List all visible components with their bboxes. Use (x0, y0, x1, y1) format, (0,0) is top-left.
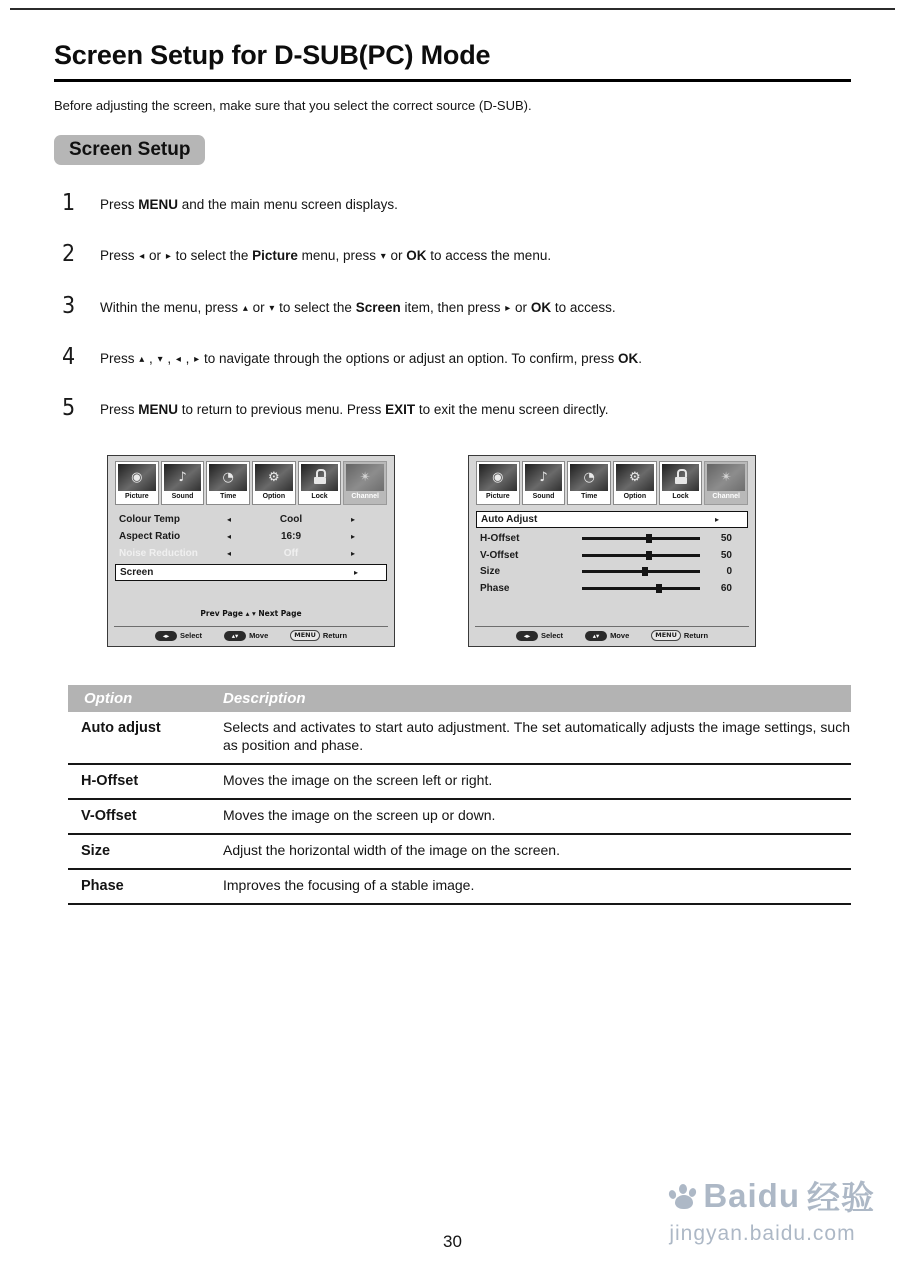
osd-hint-return (290, 630, 347, 641)
right-arrow-icon: ▸ (714, 515, 719, 525)
osd-hint-return (651, 630, 708, 641)
menu-item-label: Screen (120, 567, 154, 579)
osd-tab-label: Sound (532, 493, 555, 501)
camera-icon: ◉ (118, 464, 156, 491)
speaker-icon: ♪ (525, 464, 563, 491)
slider-value: 50 (720, 549, 732, 561)
menu-item-label: Noise Reduction (119, 548, 198, 560)
watermark-brand: Baidu (703, 1176, 800, 1214)
osd-tab-lock (298, 461, 342, 505)
lock-icon (662, 464, 700, 491)
arrow-key-icon: ▸ (505, 302, 511, 314)
slider-track (582, 554, 700, 557)
arrow-key-icon: ▸ (194, 353, 200, 365)
osd-tab-label: Channel (712, 493, 740, 501)
osd-menu-item-auto-adjust (476, 511, 748, 528)
osd-tab-channel (704, 461, 748, 505)
step-keyword: OK (617, 350, 639, 366)
arrow-buttons-icon: ▴▾ (585, 631, 607, 641)
slider-label: Size (480, 566, 501, 578)
option-cell: V-Offset (81, 808, 137, 825)
step-item (54, 242, 851, 267)
satellite-dish-icon: ✴ (346, 464, 384, 491)
osd-left-tabs (115, 461, 387, 505)
step-text-segment: Press (100, 248, 139, 264)
arrow-buttons-icon: ◂▸ (155, 631, 177, 641)
osd-hint-move (224, 630, 268, 641)
osd-tab-sound (161, 461, 205, 505)
step-text-segment: to access the menu. (426, 248, 552, 264)
step-instruction (100, 191, 398, 214)
baidu-paw-icon (669, 1181, 699, 1211)
osd-hint-select (516, 630, 563, 641)
slider-track (582, 537, 700, 540)
slider-value: 60 (720, 582, 732, 594)
menu-item-value: 16:9 (280, 531, 301, 543)
slider-thumb (642, 567, 648, 576)
step-text-segment: to access. (551, 299, 616, 315)
arrow-key-icon: ◂ (175, 353, 181, 365)
step-instruction (100, 294, 616, 317)
step-keyword: OK (406, 248, 427, 264)
slider-thumb (656, 584, 662, 593)
osd-slider-h-offset (476, 530, 748, 547)
osd-tab-picture (476, 461, 520, 505)
osd-picture-menu-screenshot (107, 455, 395, 647)
osd-hint-select (155, 630, 202, 641)
right-arrow-icon: ▸ (350, 549, 355, 559)
step-number: 4 (62, 343, 76, 370)
steps-list (54, 191, 851, 421)
description-cell: Moves the image on the screen up or down. (223, 807, 496, 824)
osd-hint-move (585, 630, 629, 641)
osd-menu-item-noise-reduction (115, 545, 387, 562)
table-header-description: Description (223, 690, 306, 708)
osd-tab-label: Time (581, 493, 598, 501)
watermark-brand-line (669, 1172, 875, 1219)
option-cell: Size (81, 843, 111, 860)
osd-screen-menu-screenshot (468, 455, 756, 647)
arrow-key-icon: ▾ (269, 302, 275, 314)
step-keyword: OK (530, 299, 552, 315)
watermark-url: jingyan.baidu.com (669, 1222, 856, 1245)
gear-icon: ⚙ (616, 464, 654, 491)
osd-page-hint: Prev Page ▴ ▾ Next Page (200, 609, 302, 619)
step-text-segment: Press (100, 350, 139, 366)
lock-glyph (314, 474, 326, 484)
step-instruction (100, 242, 551, 265)
table-body (68, 712, 851, 904)
osd-hint-label: Move (610, 631, 630, 641)
osd-hint-label: Return (683, 631, 709, 641)
osd-tab-time (206, 461, 250, 505)
step-text-segment: to return to previous menu. Press (178, 402, 386, 418)
description-cell: Adjust the horizontal width of the image on the screen. (223, 842, 560, 859)
step-keyword: EXIT (385, 402, 416, 418)
arrow-key-icon: ▴ (242, 302, 248, 314)
osd-menu-item-colour-temp (115, 511, 387, 528)
right-arrow-icon: ▸ (350, 515, 355, 525)
step-item (54, 396, 851, 421)
table-header-option: Option (84, 690, 133, 708)
menu-item-value: Off (283, 548, 299, 560)
osd-right-tabs (476, 461, 748, 505)
page-top-border (10, 8, 895, 10)
section-heading: Screen Setup (54, 135, 205, 165)
step-item (54, 191, 851, 216)
table-row-v-offset (68, 800, 851, 835)
osd-tab-option (613, 461, 657, 505)
osd-tab-label: Lock (311, 493, 328, 501)
step-text-segment: item, then press (400, 299, 505, 315)
step-text-segment: . (638, 350, 642, 366)
page-title: Screen Setup for D-SUB(PC) Mode (54, 40, 491, 70)
step-text-segment: or (386, 248, 407, 264)
left-arrow-icon: ◂ (226, 532, 231, 542)
left-arrow-icon: ◂ (226, 515, 231, 525)
arrow-key-icon: ▾ (380, 251, 386, 263)
clock-icon: ◔ (209, 464, 247, 491)
step-text-segment: Within the menu, press (100, 299, 242, 315)
slider-thumb (646, 551, 652, 560)
menu-item-label: Auto Adjust (481, 514, 538, 526)
osd-tab-picture (115, 461, 159, 505)
intro-text: Before adjusting the screen, make sure that you select the correct source (D-SUB). (54, 98, 532, 113)
camera-icon: ◉ (479, 464, 517, 491)
osd-tab-label: Option (262, 493, 286, 501)
step-text-segment: Press (100, 197, 139, 212)
arrow-key-icon: ▸ (165, 251, 171, 263)
clock-icon: ◔ (570, 464, 608, 491)
speaker-icon: ♪ (164, 464, 202, 491)
slider-track (582, 587, 700, 590)
osd-slider-size (476, 563, 748, 580)
menu-button-icon: MENU (290, 630, 320, 641)
step-number: 2 (62, 241, 76, 268)
step-item (54, 345, 851, 370)
table-row-size (68, 835, 851, 870)
osd-menu-item-screen (115, 564, 387, 581)
slider-label: V-Offset (480, 549, 519, 561)
osd-menu-item-aspect-ratio (115, 528, 387, 545)
table-row-auto-adjust (68, 712, 851, 765)
osd-tab-label: Time (220, 493, 237, 501)
osd-tab-sound (522, 461, 566, 505)
osd-tab-label: Option (623, 493, 647, 501)
step-text-segment: , (163, 350, 175, 366)
osd-tab-lock (659, 461, 703, 505)
description-cell: Selects and activates to start auto adjustment. The set automatically adjusts the image settings, such as position and phase. (223, 719, 850, 754)
satellite-dish-icon: ✴ (707, 464, 745, 491)
menu-item-label: Aspect Ratio (119, 531, 181, 543)
right-arrow-icon: ▸ (350, 532, 355, 542)
osd-hint-label: Return (322, 631, 348, 641)
osd-hint-label: Select (540, 631, 564, 641)
step-text-segment: to exit the menu screen directly. (415, 402, 609, 418)
step-text-segment: to navigate through the options or adjust an option. To confirm, press (200, 350, 618, 366)
table-header-row (68, 685, 851, 712)
osd-left-footer (114, 626, 388, 641)
step-text-segment: or (145, 248, 165, 264)
step-text-segment: to select the (275, 299, 356, 315)
step-text-segment: , (145, 350, 157, 366)
option-cell: Auto adjust (81, 720, 161, 737)
osd-tab-label: Lock (672, 493, 689, 501)
step-text-segment: and the main menu screen displays. (178, 197, 398, 212)
step-text-segment: or (511, 299, 531, 315)
right-arrow-icon: ▸ (353, 568, 358, 578)
step-keyword: Picture (252, 248, 298, 264)
slider-label: Phase (480, 582, 510, 594)
left-arrow-icon: ◂ (226, 549, 231, 559)
description-cell: Improves the focusing of a stable image. (223, 877, 475, 894)
step-number: 5 (62, 395, 76, 422)
step-keyword: MENU (138, 402, 179, 418)
lock-glyph (675, 474, 687, 484)
option-cell: Phase (81, 878, 124, 895)
slider-value: 50 (720, 533, 732, 545)
watermark-brand-cn: 经验 (807, 1179, 875, 1216)
osd-tab-channel (343, 461, 387, 505)
slider-label: H-Offset (480, 533, 520, 545)
arrow-key-icon: ▴ (139, 353, 145, 365)
page-content (0, 40, 905, 905)
osd-right-footer (475, 626, 749, 641)
gear-icon: ⚙ (255, 464, 293, 491)
step-text-segment: menu, press (297, 248, 380, 264)
lock-icon (301, 464, 339, 491)
menu-item-value: Cool (279, 514, 303, 526)
osd-hint-label: Select (179, 631, 203, 641)
osd-left-body (115, 511, 387, 581)
step-text-segment: or (248, 299, 269, 315)
description-cell: Moves the image on the screen left or right. (223, 772, 493, 789)
osd-tab-option (252, 461, 296, 505)
option-cell: H-Offset (81, 773, 139, 790)
menu-item-label: Colour Temp (119, 514, 180, 526)
table-row-phase (68, 870, 851, 905)
table-row-h-offset (68, 765, 851, 800)
menu-button-icon: MENU (651, 630, 681, 641)
slider-thumb (646, 534, 652, 543)
arrow-key-icon: ◂ (139, 251, 145, 263)
osd-tab-time (567, 461, 611, 505)
osd-slider-v-offset (476, 547, 748, 564)
osd-tab-label: Picture (485, 493, 510, 501)
step-keyword: MENU (138, 197, 179, 212)
osd-hint-label: Move (249, 631, 269, 641)
step-text-segment: Press (100, 402, 139, 418)
osd-slider-phase (476, 580, 748, 597)
step-number: 1 (62, 190, 76, 216)
baidu-watermark (669, 1172, 875, 1246)
page-number: 30 (443, 1232, 462, 1251)
slider-value: 0 (726, 566, 732, 578)
step-number: 3 (62, 292, 76, 319)
slider-track (582, 570, 700, 573)
step-item (54, 294, 851, 319)
osd-tab-label: Picture (124, 493, 149, 501)
title-rule (54, 79, 851, 82)
options-table (68, 685, 851, 904)
step-instruction (100, 345, 642, 368)
osd-screenshots (107, 455, 851, 647)
osd-right-body (476, 511, 748, 596)
arrow-buttons-icon: ▴▾ (224, 631, 246, 641)
arrow-key-icon: ▾ (157, 353, 163, 365)
osd-tab-label: Sound (171, 493, 194, 501)
step-text-segment: to select the (171, 248, 253, 264)
osd-tab-label: Channel (351, 493, 379, 501)
step-keyword: Screen (355, 299, 401, 315)
step-text-segment: , (181, 350, 194, 366)
arrow-buttons-icon: ◂▸ (516, 631, 538, 641)
step-instruction (100, 396, 608, 419)
